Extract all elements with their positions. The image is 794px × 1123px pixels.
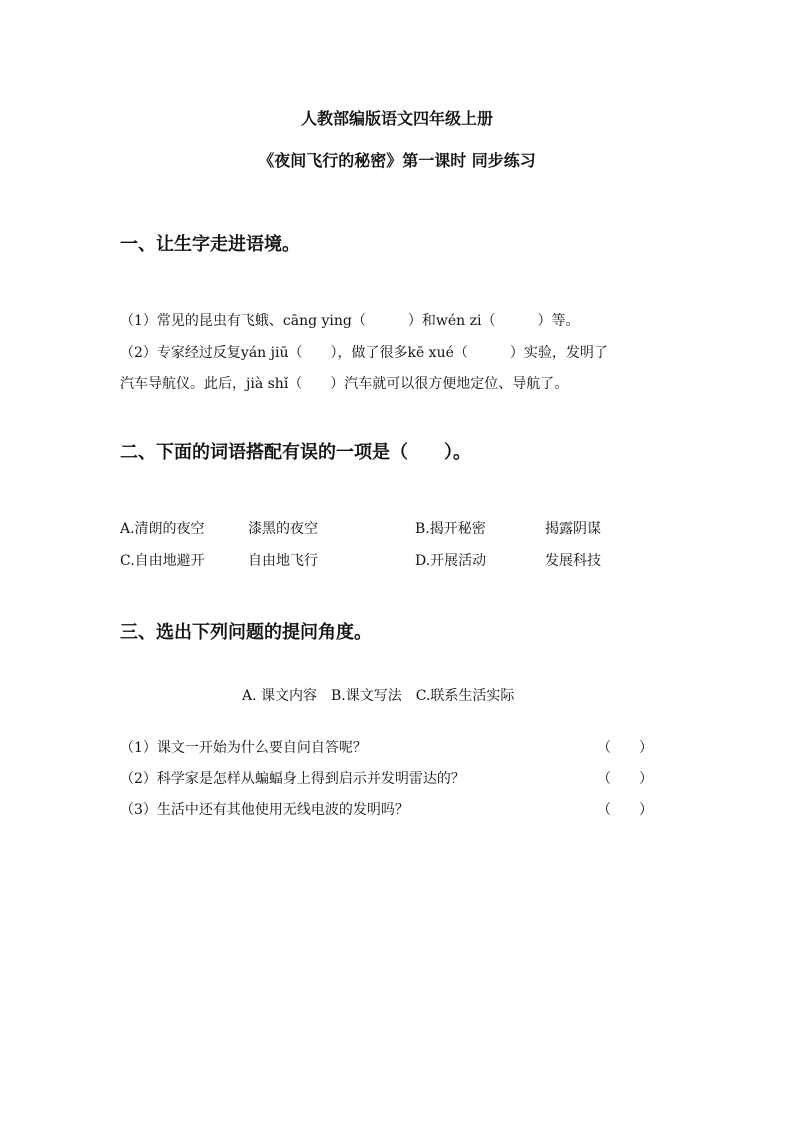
option-b-first: B.揭开秘密 [415,521,486,537]
question-1: （1）课文一开始为什么要自问自答呢？ [120,740,367,756]
page-subtitle: 《夜间飞行的秘密》第一课时 同步练习 [258,151,536,170]
page-title: 人教部编版语文四年级上册 [300,109,493,128]
section-1-line-1: （1）常见的昆虫有飞蛾、cāng ying（ ）和wén zi（ ）等。 [120,313,580,329]
option-c-second: 自由地飞行 [248,553,318,569]
question-2: （2）科学家是怎样从蝙蝠身上得到启示并发明雷达的？ [120,771,465,787]
question-3-answer-blank: （ ） [597,802,653,818]
section-1-line-2: （2）专家经过反复yán jiū（ ），做了很多kē xué（ ）实验，发明了 [120,345,608,361]
option-d-first: D.开展活动 [415,553,487,569]
option-d-second: 发展科技 [545,553,601,569]
option-c-first: C.自由地避开 [120,553,205,569]
question-3: （3）生活中还有其他使用无线电波的发明吗？ [120,802,409,818]
question-angle-choices: A. 课文内容 B.课文写法 C.联系生活实际 [242,688,515,704]
section-3-heading: 三、选出下列问题的提问角度。 [120,622,372,643]
option-b-second: 揭露阴谋 [545,521,601,537]
option-a-first: A.清朗的夜空 [120,521,205,537]
section-2-heading: 二、下面的词语搭配有误的一项是（ ）。 [120,442,471,463]
option-a-second: 漆黑的夜空 [248,521,318,537]
section-1-line-3: 汽车导航仪。此后，jià shǐ（ ）汽车就可以很方便地定位、导航了。 [120,376,569,392]
question-2-answer-blank: （ ） [597,771,653,787]
question-1-answer-blank: （ ） [597,740,653,756]
section-1-heading: 一、让生字走进语境。 [120,234,300,255]
